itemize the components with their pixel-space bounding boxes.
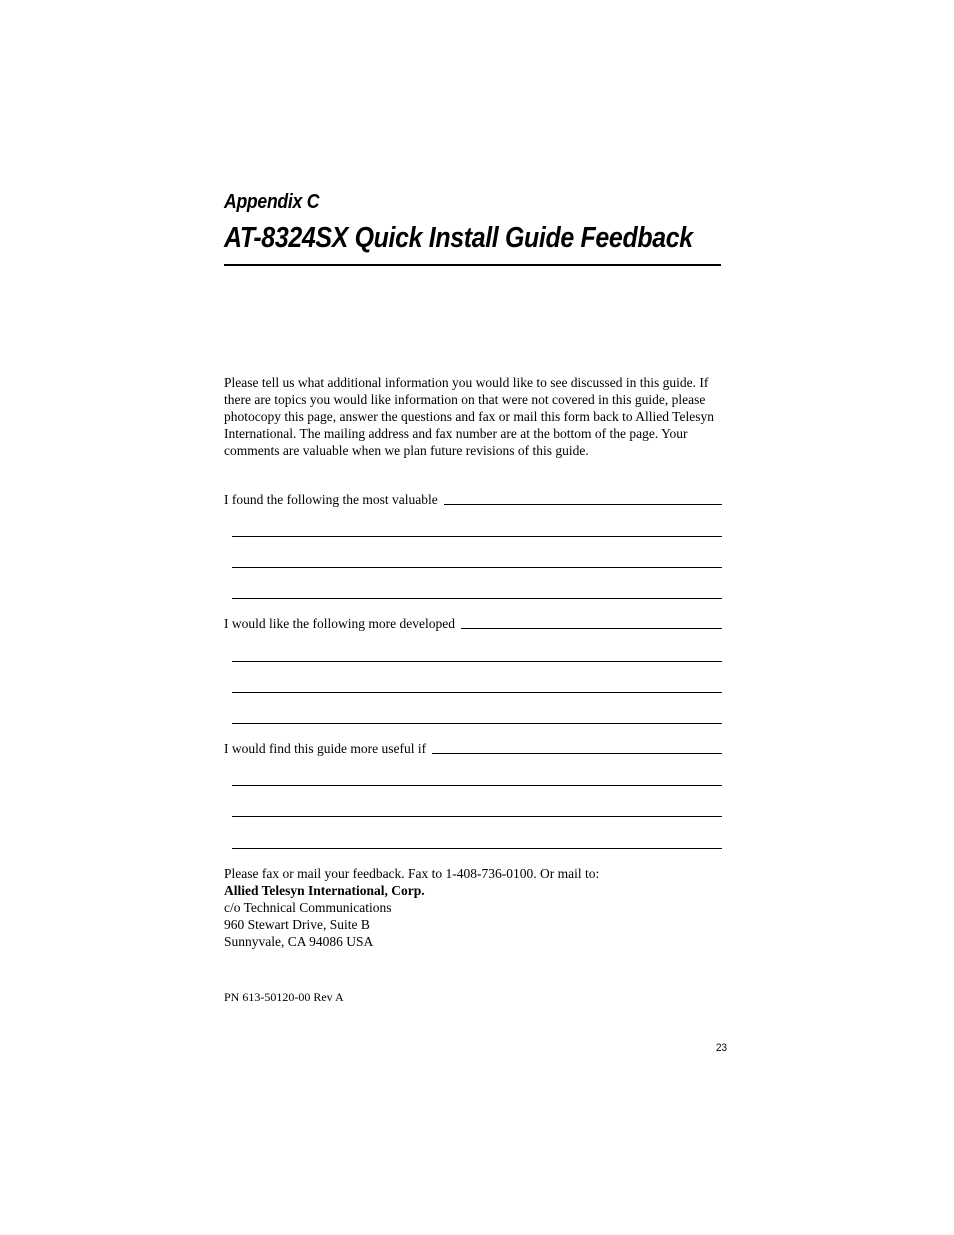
answer-line[interactable] [232,723,722,724]
company-name: Allied Telesyn International, Corp. [224,883,425,898]
answer-line[interactable] [432,753,722,754]
question-label: I found the following the most valuable [224,492,438,507]
answer-line[interactable] [232,661,722,662]
contact-instructions: Please fax or mail your feedback. Fax to 1-408-736-0100. Or mail to: [224,866,600,881]
answer-line[interactable] [232,785,722,786]
answer-line[interactable] [444,504,722,505]
part-number: PN 613-50120-00 Rev A [224,990,344,1004]
question-more-developed [224,614,722,632]
answer-line[interactable] [461,628,722,629]
page-number: 23 [716,1042,728,1054]
title-divider [224,264,721,266]
question-more-useful-if [224,739,722,757]
appendix-label: Appendix C [224,191,320,213]
city-address: Sunnyvale, CA 94086 USA [224,934,374,949]
page-title: AT-8324SX Quick Install Guide Feedback [224,222,693,254]
answer-line[interactable] [232,598,722,599]
street-address: 960 Stewart Drive, Suite B [224,917,370,932]
question-label: I would find this guide more useful if [224,741,427,756]
answer-line[interactable] [232,848,722,849]
answer-line[interactable] [232,692,722,693]
question-label: I would like the following more developed [224,616,455,631]
answer-line[interactable] [232,816,722,817]
question-most-valuable [224,490,722,508]
answer-line[interactable] [232,536,722,537]
intro-paragraph: Please tell us what additional information you would like to see discussed in this guide. If there are topics you would like information on that were not covered in this guide, please photocopy this page, answer the questions and fax or mail this form back to Allied Telesyn International. The mailing address and fax number are at the bottom of the page. Your comments are valuable when we plan future revisions of this guide. [224,375,714,458]
department: c/o Technical Communications [224,900,392,915]
answer-line[interactable] [232,567,722,568]
contact-block [224,865,724,950]
